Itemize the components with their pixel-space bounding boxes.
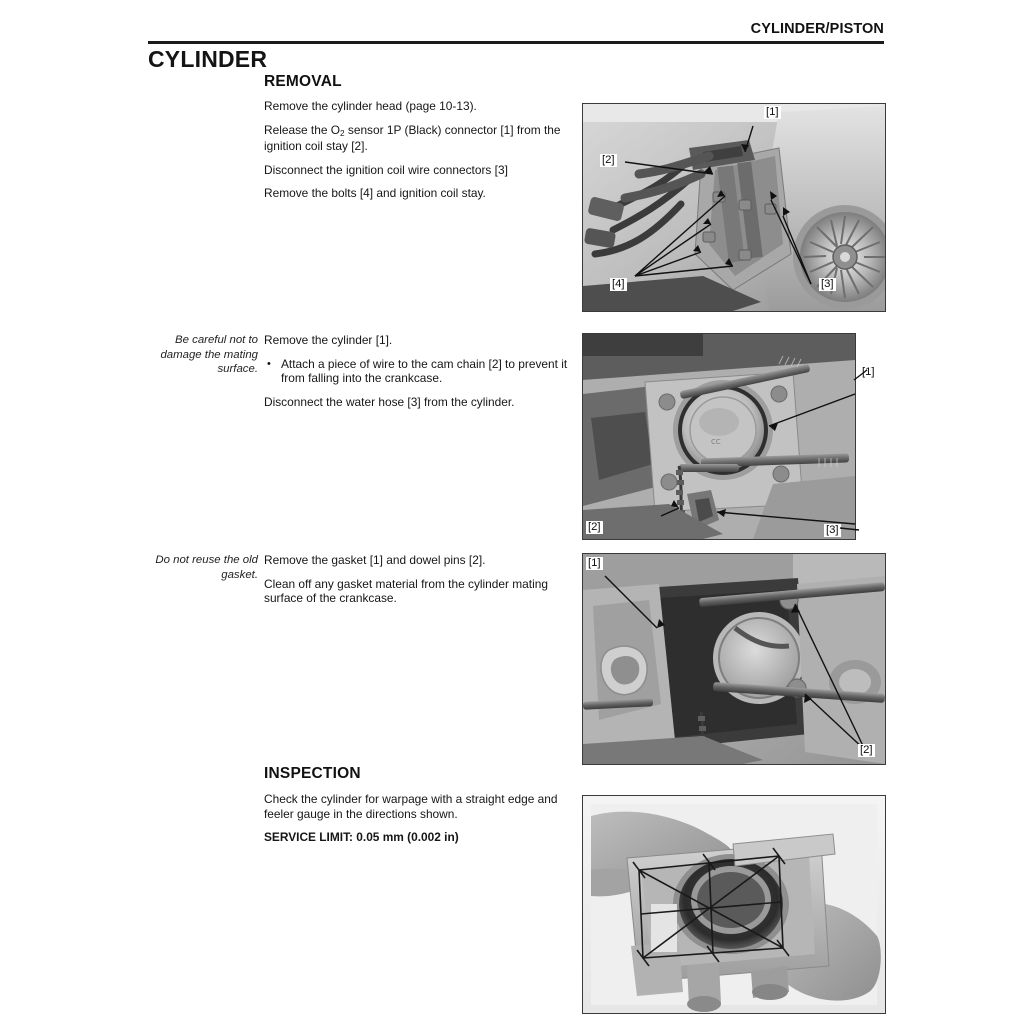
running-head: CYLINDER/PISTON	[750, 21, 884, 37]
figure-cylinder-removal	[582, 333, 856, 540]
o2-subscript: 2	[340, 128, 345, 138]
gasket-removal-para-1: Remove the gasket [1] and dowel pins [2].	[264, 553, 486, 567]
page-title: CYLINDER	[148, 46, 268, 72]
cylinder-removal-para-1: Remove the cylinder [1].	[264, 333, 393, 347]
inspection-para-1: Check the cylinder for warpage with a straight edge and feeler gauge in the directions shown.	[264, 792, 558, 821]
figure-cylinder-removal-callout-3: [3]	[826, 524, 839, 536]
figure-cylinder-removal-image	[583, 334, 855, 539]
figure-gasket-dowel-pins-image	[583, 554, 885, 764]
inspection-body-text	[264, 792, 579, 845]
figure-ignition-coil-stay-callout-2: [2]	[602, 154, 615, 166]
section-heading-inspection: INSPECTION	[264, 765, 361, 782]
figure-ignition-coil-stay-callout-3: [3]	[821, 278, 834, 290]
removal-para-1: Remove the cylinder head (page 10-13).	[264, 99, 477, 113]
gasket-removal-body-text	[264, 553, 579, 606]
margin-note-old-gasket: Do not reuse the old gasket.	[155, 554, 258, 581]
figure-ignition-coil-stay-image	[583, 104, 885, 311]
removal-para-3: Disconnect the ignition coil wire connectors [3]	[264, 162, 508, 177]
removal-para-4: Remove the bolts [4] and ignition coil stay.	[264, 186, 486, 201]
figure-gasket-dowel-pins-callout-2: [2]	[860, 744, 873, 756]
figure-ignition-coil-stay	[582, 103, 886, 312]
gasket-removal-para-2: Clean off any gasket material from the cylinder mating surface of the crankcase.	[264, 576, 548, 606]
margin-note-mating-surface: Be careful not to damage the mating surface.	[160, 334, 258, 375]
figure-gasket-dowel-pins	[582, 553, 886, 765]
removal-para-2: Release the $O_2$ sensor 1P (Black) connector [1] from the ignition coil stay [2].	[264, 122, 561, 154]
figure-warpage-check-image	[583, 796, 885, 1013]
svg-text:CC: CC	[711, 438, 721, 446]
figure-ignition-coil-stay-callout-1: [1]	[766, 106, 779, 118]
cylinder-removal-body-text	[264, 333, 579, 409]
section-heading-removal: REMOVAL	[264, 73, 342, 90]
figure-warpage-check	[582, 795, 886, 1014]
figure-cylinder-removal-callout-2: [2]	[588, 521, 601, 533]
removal-body-text	[264, 99, 579, 201]
figure-cylinder-removal-callout-1: [1]	[862, 366, 875, 378]
figure-ignition-coil-stay-callout-4: [4]	[612, 278, 625, 290]
cylinder-removal-para-2: Disconnect the water hose [3] from the cylinder.	[264, 394, 515, 409]
header-rule	[148, 41, 884, 44]
service-limit-spec: SERVICE LIMIT: 0.05 mm (0.002 in)	[264, 830, 459, 845]
figure-gasket-dowel-pins-callout-1: [1]	[588, 557, 601, 569]
cylinder-removal-bullet-1: • Attach a piece of wire to the cam chain [2] to prevent it from falling into the crankcase.	[267, 356, 568, 386]
bullet-dot-icon: •	[267, 357, 271, 370]
